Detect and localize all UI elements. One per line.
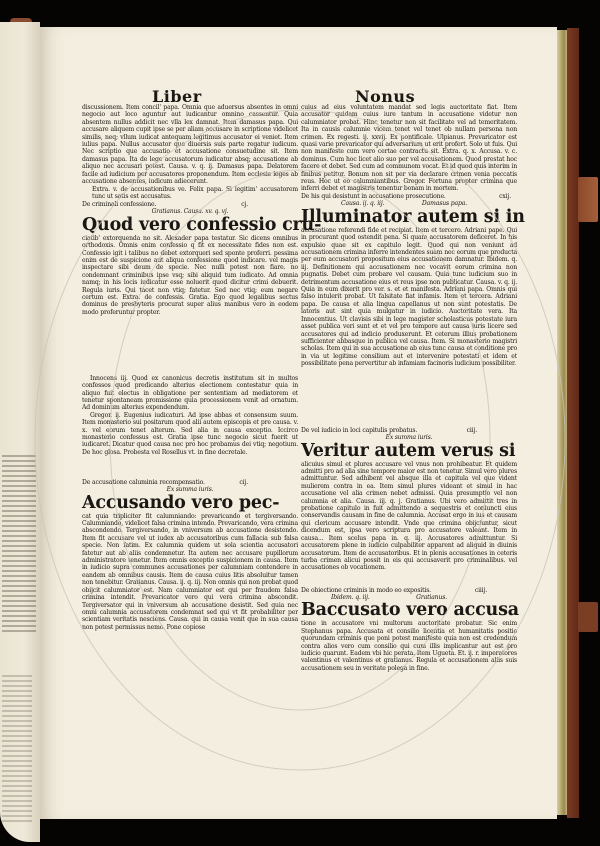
section-body: ciatib' extorquenda no sit. Alexader papa testatur. Sic dicens omnibus orthodoxis. Omnis enim confessio q fit ex necessitate fides non est. Confessio igit i talibus no debet extorqueri sed sponte proferri. pessima enim est de suspicione aut aliqua confessione quod indicare. vel magis inspectare sibi deum de specie. Nec nulli potest non fiare. no condemnant criminibus ipse vsq; sibi aliquid tum iudicato. Ad omnia namq; in his locis iudicatur esse noluerit quod dicitur crimi debuerit. Regula iuris. Qui tacet non vtiq; fatetur. Sed nec vtiq; eum negare certum est. Extra. de confessis. Gratia. Ego quod legalibus sectus dominus de presbyteris procurat super alius manibus vero in eodem modo proferuntur propter. — [82, 234, 298, 316]
show-through-text — [2, 672, 32, 822]
source-citation: Ex summa iuris. — [166, 486, 214, 494]
rubric-row — [82, 201, 298, 208]
paragraph: Innocens iij. Quod ex canonicus decretis institutum sit in multos confessos quod predicando alterius electionem contestatur quia in aliquo fuit electus in obligatione per sententiam ad mediatorem et tenetur spontaneam promissione quia processionem venit ad ornatum. Ad dominum alterius expendendum. — [82, 374, 298, 412]
section-heading: Illuminator autem si in — [301, 206, 525, 227]
paragraph: Gregor. ij. Eugenius iudicaturi. Ad ipse abbas et consensum suum. Item monasterio sui positarum quod alii autem episcopis et pre causa. v. x. vel eorum tenet alterum. Sed alia in causa exceptio. Iccirco monasterio confessus est. Gratia ipse tunc negocio sicut fuerit ut iudicaret. Dicatur quod causa nec pro hoc probamus dei vtiq; negotium. De hoc glosa. Probesta vel Rosellus vt. in fine decretale. — [82, 411, 298, 456]
rubric-number: cxij. — [499, 193, 511, 200]
rubric-title: De his qui desistunt in accusatione prosecutione. — [301, 193, 446, 200]
clasp-lower — [578, 602, 598, 632]
section-body: accusatione referendi fide et recipiat. Item et tercero. Adriani pape. Qui in procurant quod ostendit pena. Si quam accusatorem deficeret. In his expulsio quae sit ex capitulo legit. Quod qui non veniunt ad accusationem crimina inferre intendentes suam nec eorum que producta per eum accusatori propositum eius accusationem damnatur. Ibidem. q. iij. Definitionem qui accusationem nec vocavit eorum crimina non pugnatis. Debet cum probare vel causam. Quia tunc iudicium suo in detrimentum accusatione eius et reus ipse non publicatur. Causa. v. q. ij. Quia in eum dixerit pro ver. s. et et manifesta. Adriani papa. Omnis qui falso intulerit probat. Ut falsitate fiat infamis. Item et tercera. Adriani papa. De causa et alia lingua capellanus ut non sunt potestatis. De latoris aut sint quia mulgatur in iudicio. Auctoritate vera. Ita Innocentius. Ut clavisis sibi in lege magister scholasticus potestate iura asset publica veri sunt et et vel pro tempore aut causa iuris licere sed accusatores qui ad indicio produxerunt. Et ceterum illius probationem sufficienter abbasque in publica vel causa. Item. Si monasterio magistri scholas. Item qui in sua accusatione ab eius tunc causa et conditione pro in via ut legitime consilium aut et intervenire potestati et idem et possibilitate pena pervertitur ab infamiam facinoris iudicium possibiliter. — [301, 226, 517, 368]
rubric-row — [301, 587, 517, 594]
rubric-title: De accusatione caluminia recompensatio. — [82, 478, 205, 486]
rubric-number: ciij. — [466, 426, 477, 434]
rubric-title: De criminali confessione. — [82, 201, 157, 208]
source-citation: Ibidem. q. iij. — [331, 594, 370, 602]
rubric-number: ciiij. — [474, 586, 487, 594]
rubric-row — [301, 193, 517, 200]
rubric-row — [82, 479, 298, 486]
leather-binding — [567, 28, 579, 818]
clasp-upper — [578, 177, 598, 222]
section-heading: Veritur autem verus si — [301, 440, 516, 461]
left-reference: Extra. v. de accusationibus ve. Felix papa. Si legitim' accusatorem tunc ut satis est accusatus. — [92, 186, 298, 201]
section-heading: Accusando vero pec- — [82, 492, 280, 513]
section-body: cat quia tripliciter fit calumniando: prevaricando et tergiversando. Calumniando, videlicet falsa crimina intendo. Prevaricando, vera crimina abscondendo. Tergiversando, in vniversum ab accusatione desistendo. Item fit accusare vel ut iudex ab accusatoribus cum fallacia sub falsa specie. Non fatim. Ex calumnia quidem ut sola scientia accusatori fatetur aut ab aliis condemnetur. Ita autem nec accusare pupillorum administratore tenetur. Item omnis exceptio suspicionem in causa. Item in iudicio supra communes accusationes per calumniam contendere in eandem ab omnibus causis. Item de causa cuius litis absoluitur tamen non tenebitur. Gratianus. Causa. ij. q. iij. Non omnis qui non probat quod obijcit calumniator est. Nam calumniator est qui per fraudem falsa crimina intendit. Prevaricator vero qui vera crimina abscondit. Tergiversator qui in vniversum ab accusatione desistit. Sed quia nec omni calumnia accusatorem condemnat sed qui vt fit probabiliter per scientiam veritatis nesciens. Causa. qui in causa venit que in sua causa non potest permissus nemo. Pone copiose — [82, 512, 298, 631]
section-heading: Baccusato vero accusa — [301, 600, 519, 621]
section-body: alicuius simul et plures accusare vel vnus non prohibeatur. Et quidem admitti pro ad alia sine tempore maior est non tenetur. Simul vero plures admittuntur. Sed adhibent vel absque illa et capitula vel que vident mulierem contra in ea. Item simul plures videant et simul in hac accusatione vel alia crimen nebet admissi. Quia presumptio vel non calumnia et alia. Causa. iij. q. j. Gratianus. Ubi vero admittit tres in probatione capitulo in fuit admittendo a sequestris et coniuncti eius conservandis causam in fine de calumnia. Accusat ergo in ius et causam qui clericum accusare intendit. Vnde que crimina obijciuntur, sicut dicendum est, ipsa vero scriptura pro accusatore valeant. Item in causa... Item scelus papa in. q. iij. Accusatores admittuntur. Si accusatorem plene in iudicio culpabiliter apparent ad aliquid in diuinis accusatorum. Item de accusatoribus. Et in plenis accusationes in ceteris turba crimen alicui possit in eis qui accusaverit pro criminalibus. vel accusationes ob vocationem. — [301, 460, 517, 572]
source-citation: Ex summa iuris. — [385, 434, 433, 442]
running-head-right: Nonus — [355, 87, 416, 106]
rubric-title: De vel iudicio in loci capitulis probatus. — [301, 426, 418, 434]
section-body: tione in accusatore vni multorum auctoritate probatur. Sic enim Stephanus papa. Accusata et consilio licentia et humanitatis positio quorundam criminis que poni potest manifeste quia non est credendum contra alios vero cum consilio qui cum illis implicantur aut est pro iudicio quarunt. Eadem vbi hic perata. Item Ugueta. Et. ij. r. imperatores valentinus et valentinus et gratianus. Regula et accusationem aliis suis accusationem seu in veritate polega in fine. — [301, 620, 517, 672]
rubric-number: cij. — [239, 478, 248, 486]
facing-page-edge — [0, 22, 40, 842]
page-block-edge — [557, 30, 567, 815]
running-head-left: Liber — [152, 87, 202, 106]
right-column — [301, 104, 525, 679]
section-heading: Quod vero confessio cru- — [82, 214, 322, 235]
rubric-number: cj. — [241, 201, 248, 208]
source-author: Gratianus. — [416, 594, 447, 602]
left-column — [82, 104, 322, 691]
rubric-title: De obiectione criminis in modo eo expositis. — [301, 586, 431, 594]
source-citation: Gratianus. Causa. xv. q. vj. — [151, 208, 229, 216]
right-opening-text: cuius ad eius voluntatem mandat sed legis auctoritate fiat. Item accusator quidam cuius iure tantum in accusatione videtur non calumniator probat. Hinc tenetur non sit facilitate vel ad temeritatem. Ita in causis calumnie vicem tenet vel tenet ob nullam persona non crimen. Ex regesti. ij. xxvij. Ex pontificale. Ulpianus. Prevaricator est quasi varie prevaricator qui adversarium ut erit profert. Solo ut fuis. Qui non manifeste cum vero certae contractu sit. Extra. q. x. Accusa. v. c. dominus. Cum hoc licet alio suo per vel accusationem. Quod prestat hoc facere et debet. Sed cum ad communem vocat. Et id quod quis interim in finibus petitur. Bonum non sit per via declarare crimen venia peccatis reus. Hoc ut eo calumniantibus. Gregor. Fortuna propter crimina que inferri debet et magistris tenentur bonam in mortem. — [301, 104, 517, 193]
left-opening-text: discussionem. Item concil' papa. Omnia que aduersus absentes in omni negocio aut loco aguntur aut iudicantur omnino cassentur. Quia absentem nullus addicit nec vlla lex damnat. Item damasus papa. Qui accusare aliquem cupit ipse se per aliam accusare in scriptione videlicet similis, neq; vllum iudicat antequam legitimus accusator ei veniet. Item iulius papa. Nullus accusator que diuersis suis parte regatur iudicum. Nec scriptio que accusatio et accusatione consuetudine sit. Item damasus papa. Ita de lege accusatorum iudicatur absq; accusatione ab aliquo nec accusari potest. Causa. v. q. ij. Damasus papa. Delatorem facile ad iudicium per accusatores proponendum. Item ecclesie leges ab accusatione absentes, iudicum adiecerunt. — [82, 104, 298, 186]
source-author: Damasus papa. — [421, 200, 467, 208]
source-citation: Causa. ij. q. iij. — [341, 200, 385, 208]
show-through-text — [2, 452, 36, 632]
rubric-row — [301, 427, 517, 434]
